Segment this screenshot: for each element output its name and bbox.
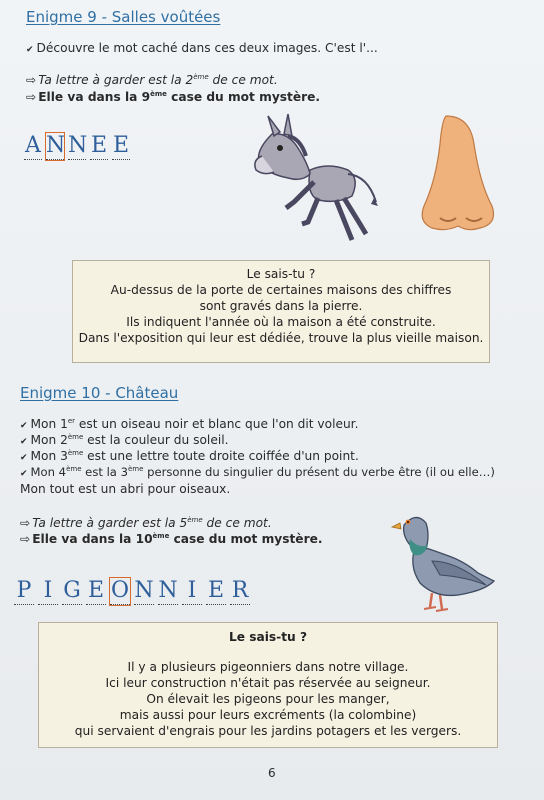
enigme9-keep-text: Ta lettre à garder est la 2	[38, 73, 194, 87]
check-icon: ✔	[20, 453, 28, 463]
hollow-arrow-icon: ⇨	[26, 90, 37, 104]
enigme9-info-box	[72, 260, 490, 363]
answer-letter: E	[90, 133, 108, 158]
enigme9-instruction-text: Découvre le mot caché dans ces deux images. C'est l'...	[36, 41, 378, 55]
answer-letter: I	[38, 578, 58, 605]
answer-letter: E	[207, 578, 225, 603]
clue-sup: ème	[67, 432, 84, 441]
clue-start: Mon 4	[30, 465, 67, 479]
enigme9-goes-text: Elle va dans la 9	[38, 90, 151, 104]
enigme10-title: Enigme 10 - Château	[20, 384, 179, 402]
enigme9-goes-sup: ème	[150, 89, 167, 98]
check-icon: ✔	[26, 45, 34, 55]
enigme10-tout: Mon tout est un abri pour oiseaux.	[20, 482, 231, 496]
clue-text: est un oiseau noir et blanc que l'on dit voleur.	[75, 417, 359, 431]
hollow-arrow-icon: ⇨	[20, 532, 31, 546]
clue-text: est la 3	[81, 465, 128, 479]
check-icon: ✔	[20, 421, 28, 431]
enigme10-goes-line	[20, 531, 322, 547]
check-icon: ✔	[20, 469, 28, 479]
enigme10-keep-end: de ce mot.	[202, 516, 272, 530]
answer-letter: N	[68, 133, 88, 158]
enigme10-info-title: Le sais-tu ?	[228, 630, 308, 644]
enigme9-keep-sup: ème	[193, 72, 209, 81]
clue-start: Mon 1	[30, 417, 68, 431]
pigeon-illustration	[386, 505, 498, 617]
enigme10-info-line: On élevait les pigeons pour les manger,	[146, 692, 390, 706]
donkey-illustration	[248, 112, 380, 244]
answer-letter: E	[87, 578, 105, 603]
enigme9-info-line: Dans l'exposition qui leur est dédiée, trouve la plus vieille maison.	[78, 331, 484, 345]
answer-letter: N	[46, 133, 66, 158]
enigme9-keep-end: de ce mot.	[208, 73, 278, 87]
enigme10-info-line: qui servaient d'engrais pour les jardins potagers et les vergers.	[74, 724, 462, 738]
enigme10-clue	[20, 464, 495, 482]
enigme10-info-line: Il y a plusieurs pigeonniers dans notre village.	[127, 660, 409, 674]
clue-sup: er	[67, 416, 76, 425]
page-number: 6	[268, 766, 276, 780]
answer-letter: N	[158, 578, 178, 603]
enigme10-keep-line	[20, 515, 272, 531]
enigme9-goes-end: case du mot mystère.	[166, 90, 321, 104]
answer-letter: N	[134, 578, 154, 603]
check-icon: ✔	[20, 437, 28, 447]
clue-sup: ème	[127, 465, 144, 474]
enigme9-instruction	[26, 40, 378, 58]
answer-letter: R	[231, 578, 249, 603]
enigme9-info-line: Au-dessus de la porte de certaines maisons des chiffres	[110, 283, 452, 297]
enigme9-title: Enigme 9 - Salles voûtées	[26, 8, 221, 26]
enigme10-goes-end: case du mot mystère.	[169, 532, 323, 546]
answer-letter: A	[25, 133, 41, 158]
clue-start: Mon 2	[30, 433, 68, 447]
answer-letter: P	[14, 578, 34, 605]
answer-letter: G	[63, 578, 81, 603]
enigme10-goes-sup: ème	[152, 531, 170, 540]
enigme10-info-line: Ici leur construction n'était pas réservée au seigneur.	[105, 676, 431, 690]
enigme9-info-line: Ils indiquent l'année où la maison a été construite.	[126, 315, 436, 329]
enigme10-goes-text: Elle va dans la 10	[32, 532, 153, 546]
enigme9-keep-line	[26, 72, 278, 88]
enigme9-info-title: Le sais-tu ?	[246, 267, 316, 281]
clue-text: est la couleur du soleil.	[83, 433, 229, 447]
nose-illustration	[418, 114, 498, 234]
enigme9-goes-line	[26, 89, 320, 105]
enigme9-info-line: sont gravés dans la pierre.	[199, 299, 363, 313]
answer-letter: O	[110, 578, 130, 603]
enigme10-info-box	[38, 622, 498, 748]
answer-letter: E	[112, 133, 130, 158]
enigme10-keep-text: Ta lettre à garder est la 5	[32, 516, 188, 530]
clue-start: Mon 3	[30, 449, 68, 463]
hollow-arrow-icon: ⇨	[20, 516, 31, 530]
clue-text: personne du singulier du présent du verbe être (il ou elle…)	[143, 465, 495, 479]
answer-letter: I	[182, 578, 202, 605]
clue-sup: ème	[66, 465, 82, 474]
hollow-arrow-icon: ⇨	[26, 73, 37, 87]
enigme10-answer	[14, 578, 254, 605]
enigme10-info-line: mais aussi pour leurs excréments (la colombine)	[119, 708, 417, 722]
clue-text: est une lettre toute droite coiffée d'un point.	[83, 449, 359, 463]
enigme9-answer	[24, 133, 134, 160]
clue-sup: ème	[67, 448, 84, 457]
enigme10-keep-sup: ème	[187, 515, 203, 524]
